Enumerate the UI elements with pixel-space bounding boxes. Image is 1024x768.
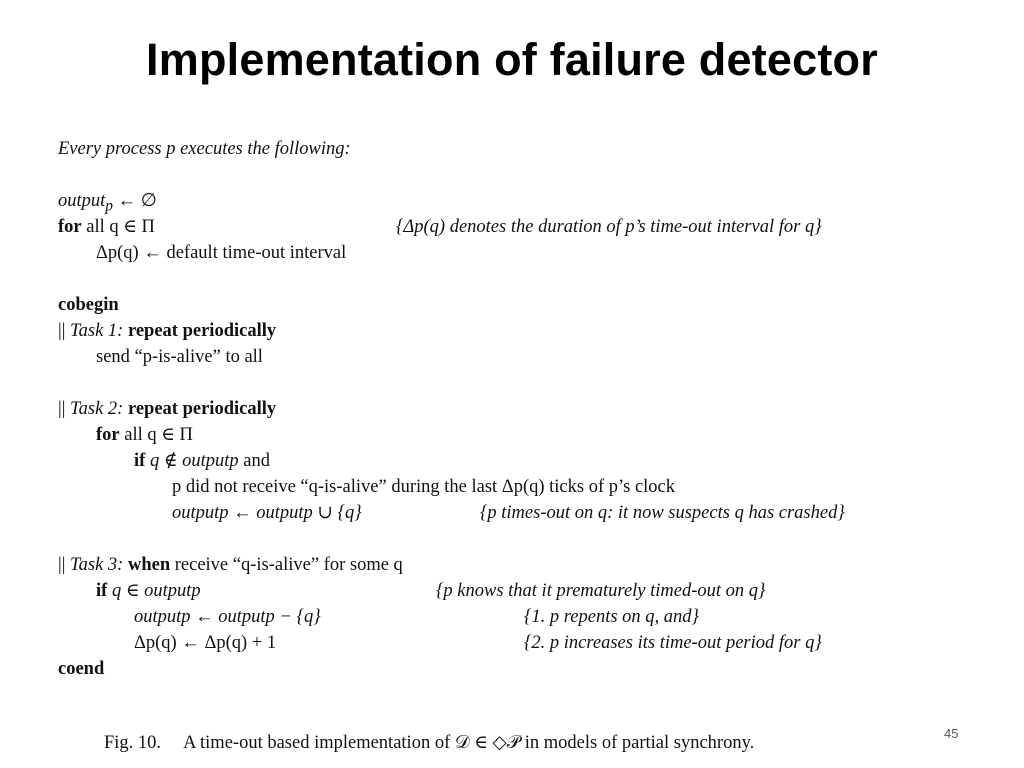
- task2-comment: {p times-out on q: it now suspects q has crashed}: [480, 503, 845, 523]
- task3-if-comment: {p knows that it prematurely timed-out on q}: [436, 581, 766, 601]
- task2-if-and: and: [238, 451, 271, 471]
- task2-label: Task 2:: [70, 399, 124, 419]
- task3-inc-comment: {2. p increases its time-out period for q}: [524, 633, 822, 653]
- cobegin-keyword: cobegin: [58, 295, 119, 315]
- task2-receive-line: p did not receive “q-is-alive” during the last Δp(q) ticks of p’s clock: [172, 477, 676, 497]
- task3-if-keyword: if: [96, 581, 108, 601]
- task2-if-line: [58, 448, 958, 474]
- task2-for-line: [58, 422, 958, 448]
- task3-remove-comment: {1. p repents on q, and}: [524, 607, 699, 627]
- task3-bars: ||: [58, 555, 66, 575]
- caption-text: A time-out based implementation of 𝒟 ∈ ◇𝒫 in models of partial synchrony.: [183, 733, 755, 753]
- figure-caption: [104, 732, 754, 754]
- task3-remove-line: [58, 604, 958, 630]
- coend-keyword: coend: [58, 659, 105, 679]
- for-keyword: for: [58, 217, 82, 237]
- caption-label: Fig. 10.: [104, 733, 162, 753]
- task2-assign: outputp ← outputp ∪ {q}: [172, 503, 362, 523]
- output-subscript: p: [105, 197, 113, 215]
- task3-inc-line: [58, 630, 958, 656]
- task2-keyword: repeat periodically: [127, 399, 277, 419]
- output-init-rest: ← ∅: [112, 191, 157, 211]
- task3-if-line: [58, 578, 958, 604]
- task3-remove: outputp ← outputp − {q}: [134, 607, 321, 627]
- task3-inc: Δp(q) ← Δp(q) + 1: [134, 633, 277, 653]
- task3-rest: receive “q-is-alive” for some q: [170, 555, 403, 575]
- task2-header: [58, 396, 958, 422]
- task2-assign-line: [58, 500, 958, 526]
- task2-if-condition: q ∉ outputp: [145, 451, 239, 471]
- for-all-line: [58, 214, 958, 240]
- task1-send-line: send “p-is-alive” to all: [96, 347, 263, 367]
- output-var: output: [58, 191, 106, 211]
- delta-init-line: Δp(q) ← default time-out interval: [96, 243, 347, 263]
- task1-keyword: repeat periodically: [127, 321, 277, 341]
- page-number: 45: [944, 726, 959, 741]
- algorithm-intro: Every process p executes the following:: [58, 139, 351, 159]
- task3-header: [58, 552, 958, 578]
- algorithm-block: [58, 136, 958, 682]
- task2-if-keyword: if: [134, 451, 146, 471]
- task3-if-condition: q ∈ outputp: [107, 581, 201, 601]
- task2-bars: ||: [58, 399, 66, 419]
- task1-bars: ||: [58, 321, 66, 341]
- task1-label: Task 1:: [70, 321, 124, 341]
- init-output-line: [58, 188, 958, 214]
- slide-title: Implementation of failure detector: [146, 34, 878, 85]
- task3-label: Task 3:: [70, 555, 124, 575]
- for-all-rest: all q ∈ Π: [81, 217, 155, 237]
- task2-for-keyword: for: [96, 425, 120, 445]
- task1-header: [58, 318, 958, 344]
- task3-keyword: when: [127, 555, 171, 575]
- task2-for-rest: all q ∈ Π: [119, 425, 193, 445]
- delta-comment: {Δp(q) denotes the duration of p’s time-out interval for q}: [396, 217, 822, 237]
